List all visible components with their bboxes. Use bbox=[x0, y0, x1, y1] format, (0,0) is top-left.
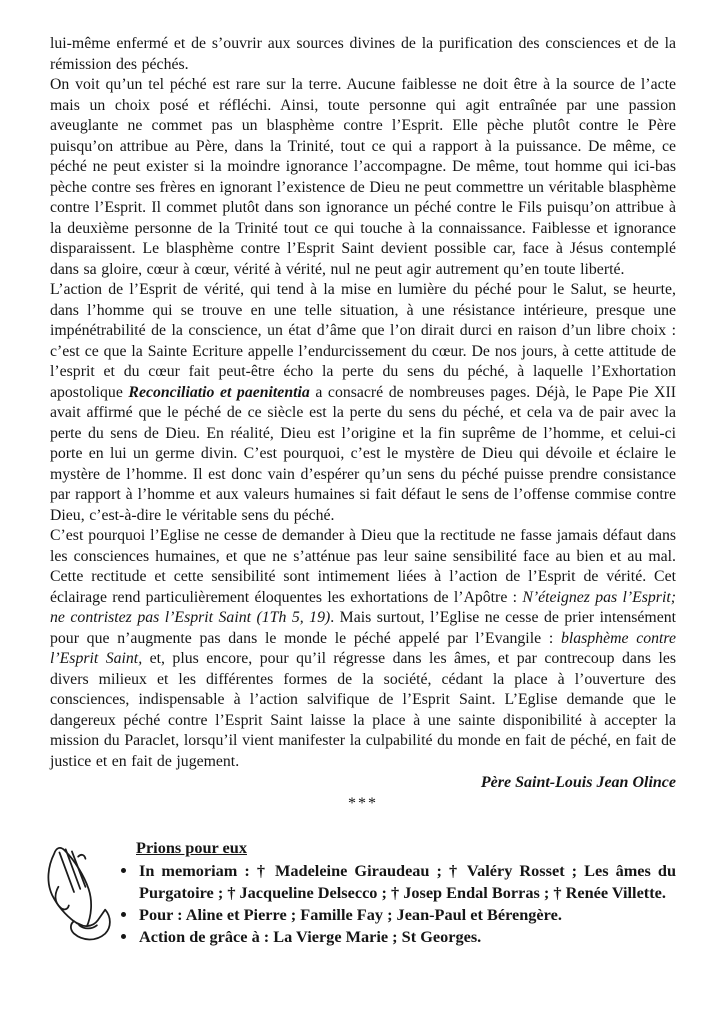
scripture-quote: N’éteignez pas l’Esprit; ne contristez pas l’Esprit Saint (1Th 5, 19) bbox=[50, 588, 676, 626]
paragraph-2: On voit qu’un tel péché est rare sur la terre. Aucune faiblesse ne doit être à la source de l’acte mais un choix posé et réfléchi. Ainsi, toute personne qui agit entraînée par une passion aveuglante ne commet pas un blasphème contre l’Esprit. Elle pèche plutôt contre le Père puisqu’on attribue au Père, dans la Trinité, tout ce qui a rapport à la puissance. De même, ce péché ne peut exister si la moindre ignorance l’accompagne. De même, tout homme qui ici-bas pèche contre ses frères en ignorant l’existence de Dieu ne peut commettre un véritable blasphème contre l’Esprit. Il commet plutôt dans son ignorance un péché contre le Fils puisqu’on attribue à la deuxième personne de la Trinité tout ce qui touche à la connaissance. Faiblesse et ignorance disparaissent. Le blasphème contre l’Esprit Saint devient possible car, face à Jésus contemplé dans sa gloire, cœur à cœur, vérité à vérité, nul ne peut agir autrement qu’en toute liberté. bbox=[50, 76, 676, 278]
paragraph-3-text-before: L’action de l’Esprit de vérité, qui tend à la mise en lumière du péché pour le Salut, se heurte, dans l’homme qui se trouve en une telle situation, à une résistance intérieure, presque une impénétrabilité de la conscience, un état d’âme que l’on dirait durci en raison d’un libre choix : c’est ce que la Sainte Ecriture appelle l’endurcissement du cœur. De nos jours, à cette attitude de l’esprit et du cœur fait peut-être écho la perte du sens du péché, à laquelle l’Exhortation apostolique bbox=[50, 281, 676, 401]
paragraph-1: lui-même enfermé et de s’ouvrir aux sources divines de la purification des consciences et de la rémission des péchés. bbox=[50, 35, 676, 73]
list-item-pour: • Pour : Aline et Pierre ; Famille Fay ; Jean-Paul et Bérengère. bbox=[138, 904, 676, 926]
prayer-list bbox=[50, 860, 676, 948]
paragraph-4-text-2: . Mais surtout, l’Eglise ne cesse de prier intensément pour que n’augmente pas dans le monde le péché appelé par l’Evangile : bbox=[50, 609, 676, 647]
paragraph-4-text-3: et, plus encore, pour qu’il régresse dans les âmes, et par contrecoup dans les divers milieux et les différentes formes de la société, cédant la place à l’ouverture des consciences, indispensable à l’action salvifique de l’Esprit Saint. L’Eglise demande que le dangereux péché contre l’Esprit Saint laisse la place à une sainte disponibilité à accepter la mission du Paraclet, lorsqu’il vient manifester la culpabilité du monde en fait de péché, en fait de justice et en fait de jugement. bbox=[50, 650, 676, 770]
paragraph-3-text-after: a consacré de nombreuses pages. Déjà, le Pape Pie XII avait affirmé que le péché de ce siècle est la perte du sens du péché, et cela va de pair avec la perte du sens de Dieu. En réalité, Dieu est l’origine et la fin suprême de l’homme, et celui-ci porte en lui un germe divin. C’est pourquoi, c’est le mystère de Dieu qui dévoile et éclaire le mystère de l’homme. Il est donc vain d’espérer qu’un sens du péché puisse prendre consistance par rapport à l’homme et aux valeurs humaines si fait défaut le sens de l’offense commise contre Dieu, c’est-à-dire le véritable sens du péché. bbox=[50, 383, 676, 524]
praying-hands-image bbox=[32, 840, 116, 944]
list-item-action-de-grace: • Action de grâce à : La Vierge Marie ; St Georges. bbox=[138, 926, 676, 948]
paragraph-4-text-1: C’est pourquoi l’Eglise ne cesse de demander à Dieu que la rectitude ne fasse jamais défaut dans les consciences humaines, et que ne s’atténue pas leur saine sensibilité face au bien et au mal. Cette rectitude et cette sensibilité sont intimement liées à l’action de l’Esprit de vérité. Cet éclairage rend particulièrement éloquentes les exhortations de l’Apôtre : bbox=[50, 527, 676, 606]
paragraph-4 bbox=[50, 526, 676, 772]
prayer-heading: Prions pour eux bbox=[136, 838, 247, 857]
author-signature: Père Saint-Louis Jean Olince bbox=[480, 774, 676, 791]
gospel-phrase: blasphème contre l’Esprit Saint, bbox=[50, 629, 676, 667]
paragraph-3 bbox=[50, 280, 676, 526]
exhortation-title-emphasis: Reconciliatio et paenitentia bbox=[128, 383, 310, 401]
list-item-in-memoriam: • In memoriam : † Madeleine Giraudeau ; † Valéry Rosset ; Les âmes du Purgatoire ; † Jacqueline Delsecco ; † Josep Endal Borras ; † Renée Villette. bbox=[138, 860, 676, 904]
prayer-section bbox=[50, 836, 676, 966]
separator-asterisks: *** bbox=[348, 795, 378, 812]
